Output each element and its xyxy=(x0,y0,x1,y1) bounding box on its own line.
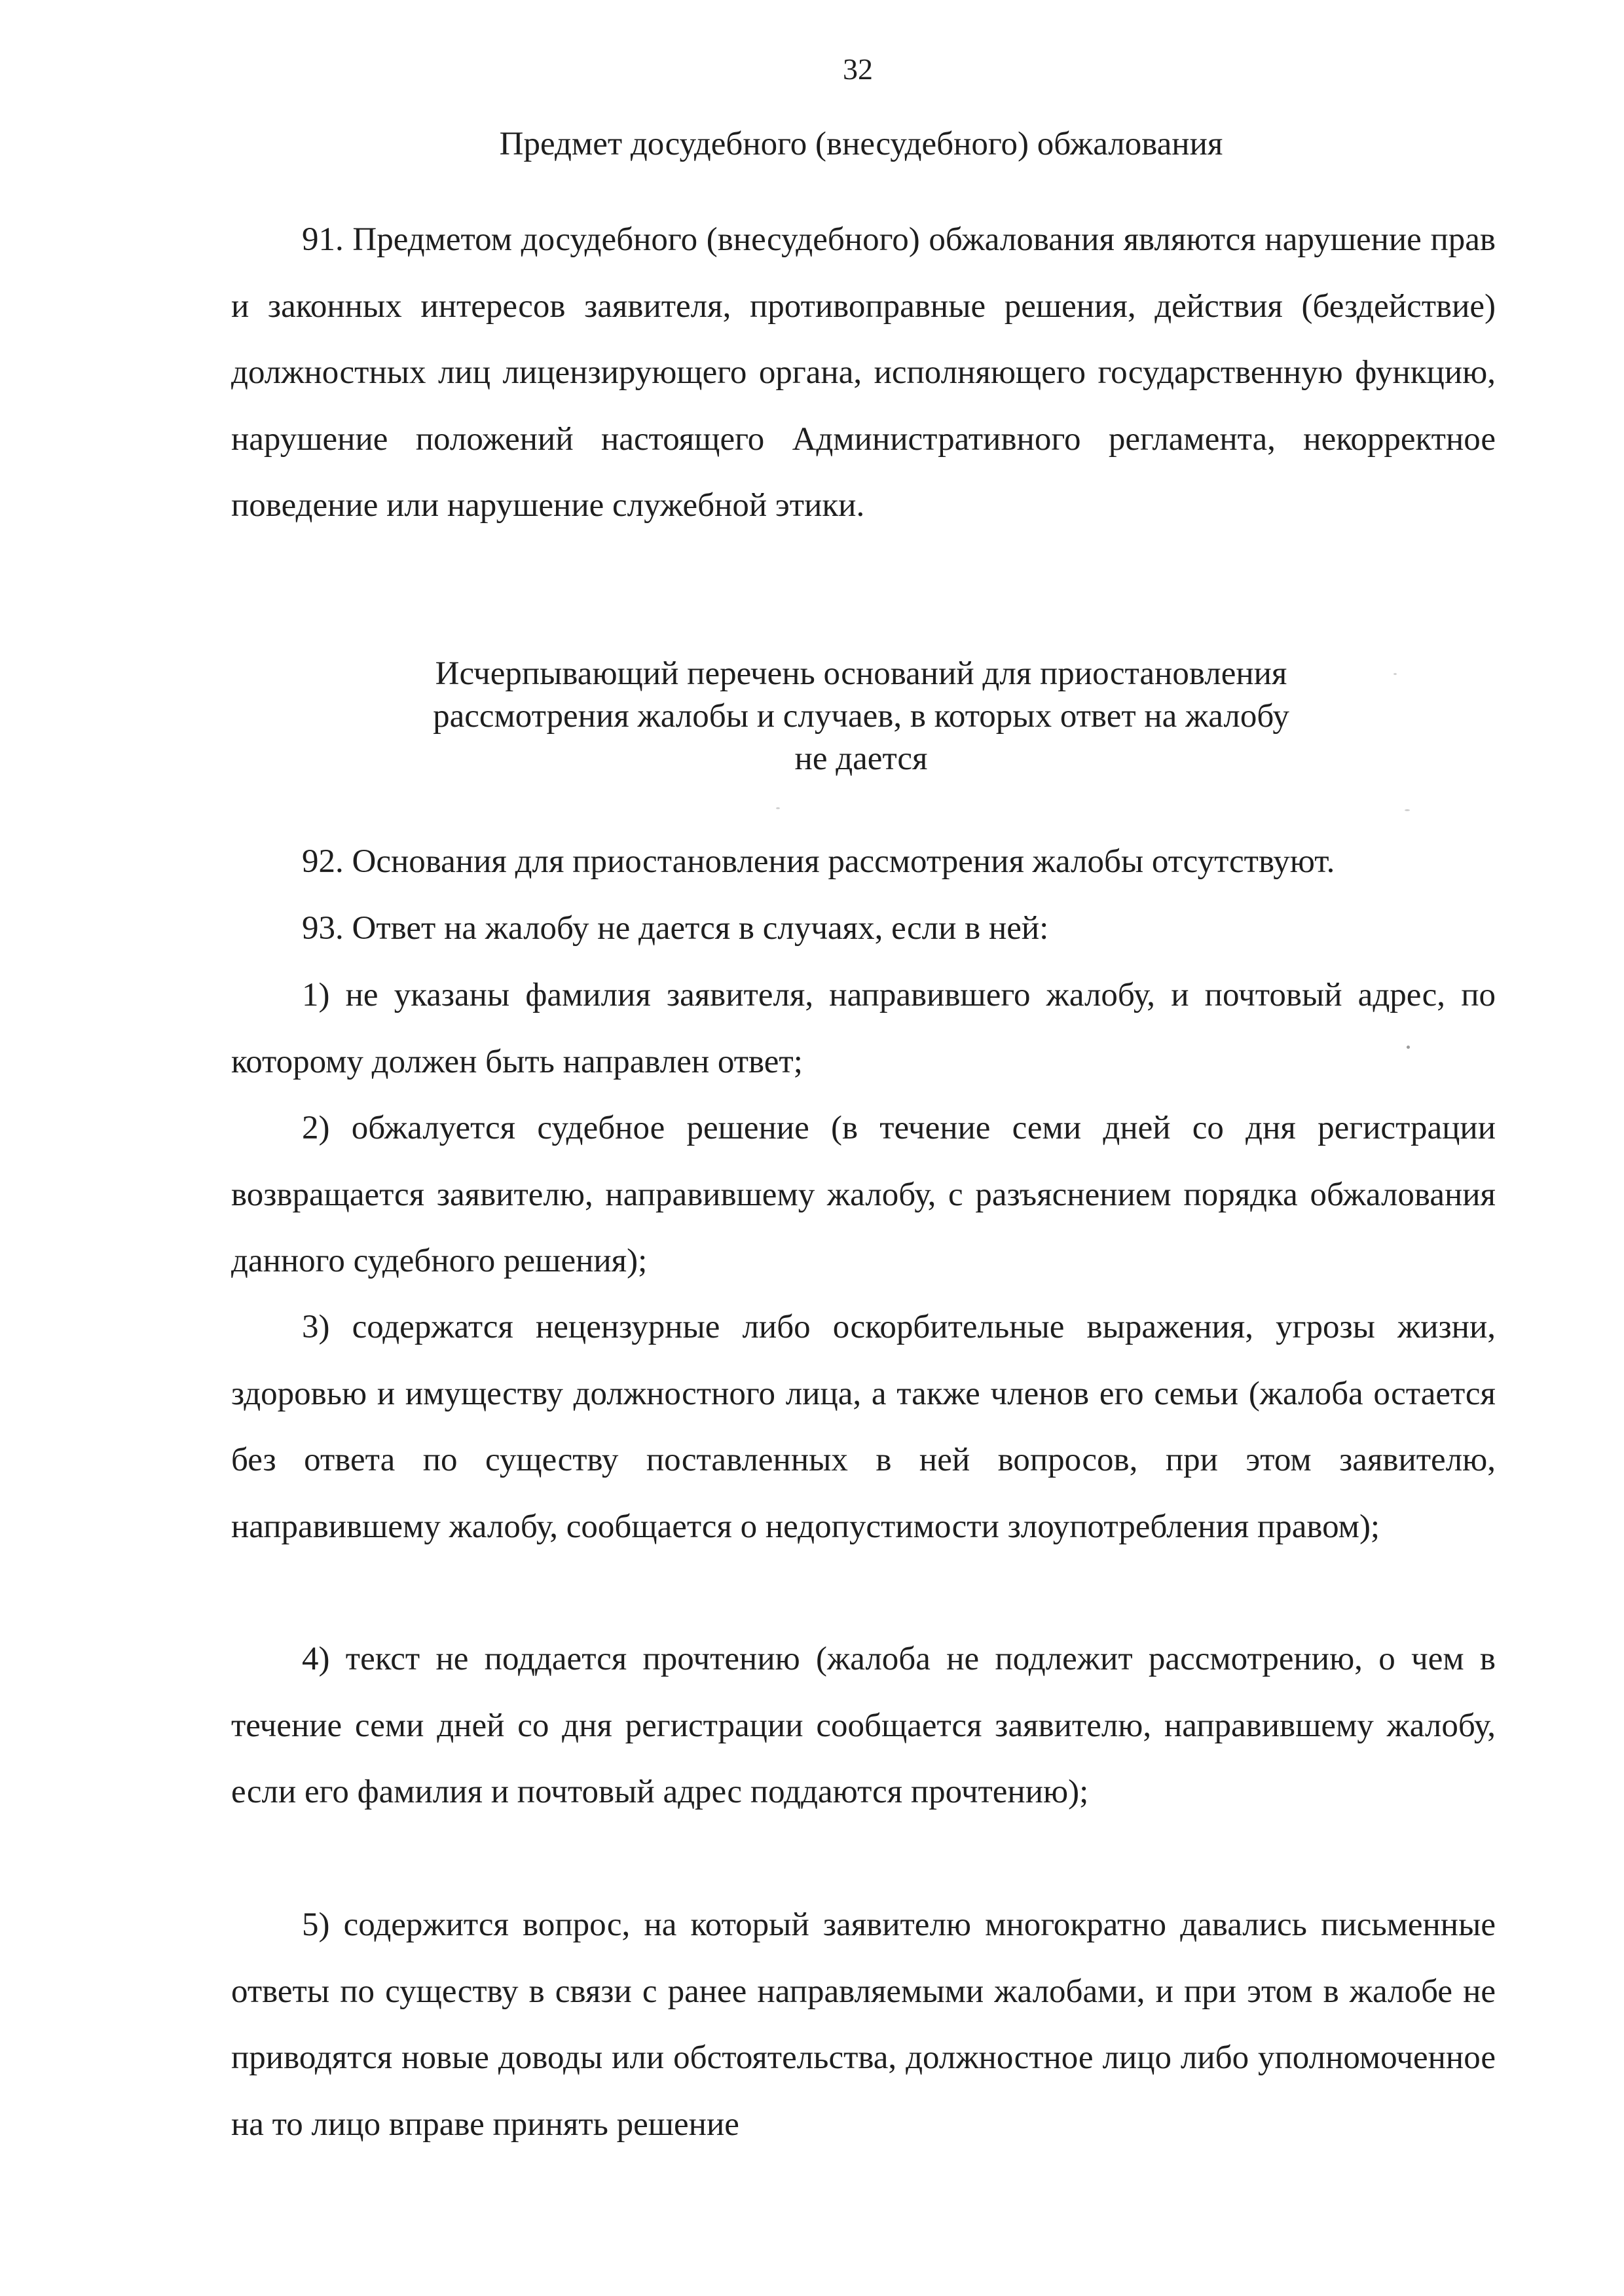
list-item-number: 4) xyxy=(302,1641,330,1677)
list-item-number: 1) xyxy=(302,977,330,1013)
paragraph-91 xyxy=(231,207,1496,539)
scan-speck xyxy=(1407,1046,1410,1049)
page-number: 32 xyxy=(843,52,873,86)
list-item-number: 2) xyxy=(302,1110,330,1146)
list-item-5 xyxy=(231,1892,1496,2158)
paragraph-number: 91. xyxy=(302,221,344,258)
list-item-1 xyxy=(231,962,1496,1095)
section-heading-grounds-for-suspension xyxy=(341,653,1382,780)
paragraph-92 xyxy=(231,829,1496,896)
list-item-text: содержатся нецензурные либо оскорбительные выражения, угрозы жизни, здоровью и имуществу должностного лица, а также членов его семьи (жалоба остается без ответа по существу поставленных в ней вопросов, при этом заявителю, направившему жалобу, сообщается о недопустимости злоупотребления правом); xyxy=(231,1309,1496,1545)
list-item-text: обжалуется судебное решение (в течение семи дней со дня регистрации возвращается заявителю, направившему жалобу, с разъяснением порядка обжалования данного судебного решения); xyxy=(231,1110,1496,1279)
paragraph-text: Предметом досудебного (внесудебного) обжалования являются нарушение прав и законных интересов заявителя, противоправные решения, действия (бездействие) должностных лиц лицензирующего органа, исполняющего государственную функцию, нарушение положений настоящего Административного регламента, некорректное поведение или нарушение служебной этики. xyxy=(231,221,1496,524)
section-heading-appeal-subject: Предмет досудебного (внесудебного) обжалования xyxy=(499,126,1223,162)
paragraph-text: Основания для приостановления рассмотрения жалобы отсутствуют. xyxy=(343,843,1335,880)
list-item-number: 3) xyxy=(302,1309,330,1345)
list-item-3 xyxy=(231,1294,1496,1560)
heading-line: не дается xyxy=(794,740,928,777)
list-item-text: текст не поддается прочтению (жалоба не подлежит рассмотрению, о чем в течение семи дней со дня регистрации сообщается заявителю, направившему жалобу, если его фамилия и почтовый адрес поддаются прочтению); xyxy=(231,1641,1496,1810)
list-item-text: не указаны фамилия заявителя, направившего жалобу, и почтовый адрес, по которому должен быть направлен ответ; xyxy=(231,977,1496,1080)
list-item-4 xyxy=(231,1626,1496,1826)
list-item-2 xyxy=(231,1095,1496,1295)
paragraph-text: Ответ на жалобу не дается в случаях, если в ней: xyxy=(343,910,1049,947)
heading-line: рассмотрения жалобы и случаев, в которых ответ на жалобу xyxy=(433,698,1289,735)
list-item-number: 5) xyxy=(302,1906,330,1943)
heading-line: Исчерпывающий перечень оснований для приостановления xyxy=(435,655,1287,692)
scan-speck xyxy=(1405,809,1410,811)
paragraph-number: 92. xyxy=(302,843,344,880)
list-item-text: содержится вопрос, на который заявителю многократно давались письменные ответы по существу в связи с ранее направляемыми жалобами, и при этом в жалобе не приводятся новые доводы или обстоятельства, должностное лицо либо уполномоченное на то лицо вправе принять решение xyxy=(231,1906,1496,2143)
scan-speck xyxy=(1393,673,1397,675)
scan-speck xyxy=(776,807,780,809)
paragraph-93 xyxy=(231,896,1496,962)
paragraph-number: 93. xyxy=(302,910,344,947)
